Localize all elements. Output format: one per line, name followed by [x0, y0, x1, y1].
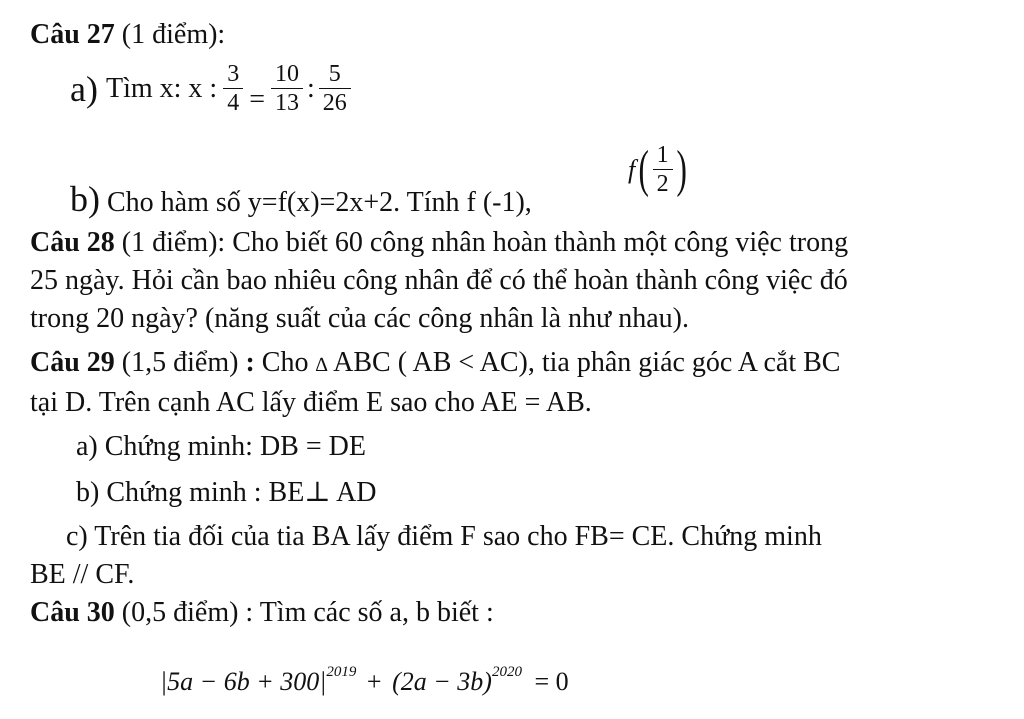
q30-equation	[160, 662, 569, 706]
q27-fraction-1	[223, 60, 243, 117]
q27-frac3-denominator: 26	[322, 90, 347, 116]
q28-title: Câu 28	[30, 227, 115, 258]
q28-line-1	[30, 226, 848, 260]
q27-part-b	[70, 179, 532, 220]
q29-colon: :	[245, 347, 255, 378]
q27-f-denominator: 2	[656, 171, 669, 197]
q29-title: Câu 29	[30, 347, 115, 378]
q27-frac2-denominator: 13	[275, 90, 299, 116]
q29-line-1	[30, 346, 840, 382]
q27-title: Câu 27	[30, 19, 115, 50]
q27-f-fraction	[653, 141, 673, 198]
q29-part-c-line-1: c) Trên tia đối của tia BA lấy điểm F sao cho FB= CE. Chứng minh	[66, 521, 822, 552]
q29-part-a: a) Chứng minh: DB = DE	[76, 431, 366, 462]
q27-a-label: a)	[70, 68, 98, 109]
q27-frac3-numerator: 5	[319, 60, 351, 89]
q30-exponent-1: 2019	[326, 664, 357, 680]
q30-exponent-2: 2020	[491, 664, 522, 680]
q27-b-label: b)	[70, 179, 100, 219]
q30-rhs: = 0	[534, 667, 569, 696]
left-paren-icon: (	[638, 141, 650, 198]
q28-line1-text: (1 điểm): Cho biết 60 công nhân hoàn thành một công việc trong	[114, 227, 849, 258]
q29-line-2: tại D. Trên cạnh AC lấy điểm E sao cho AE = AB.	[30, 387, 592, 418]
q27-fraction-3	[319, 60, 351, 117]
q27-b-text: Cho hàm số y=f(x)=2x+2. Tính f (-1),	[107, 187, 532, 218]
q27-f-half	[628, 140, 690, 199]
q27-header	[30, 18, 225, 52]
q29-points: (1,5 điểm)	[114, 347, 246, 378]
q27-a-text: Tìm x: x :	[105, 72, 218, 104]
q27-part-a	[70, 60, 351, 117]
q30-abs-expression: |5a − 6b + 300|	[160, 667, 327, 696]
q27-frac2-numerator: 10	[271, 60, 303, 89]
q29-part-b: b) Chứng minh : BE⊥ AD	[76, 477, 377, 508]
q30-title: Câu 30	[30, 597, 115, 628]
q30-plus: +	[366, 667, 382, 696]
q29-cho: Cho	[254, 347, 316, 378]
q27-f-symbol: f	[628, 154, 636, 184]
q27-frac1-numerator: 3	[223, 60, 243, 89]
q29-line1-tail: ABC ( AB < AC), tia phân giác góc A cắt BC	[327, 347, 841, 378]
right-paren-icon: )	[676, 141, 687, 198]
q30-text: (0,5 điểm) : Tìm các số a, b biết :	[114, 597, 494, 628]
q30-paren-expression: (2a − 3b)	[392, 667, 492, 696]
triangle-icon: ∆	[315, 354, 328, 376]
q28-line-3: trong 20 ngày? (năng suất của các công nhân là như nhau).	[30, 303, 689, 334]
q28-line-2: 25 ngày. Hỏi cần bao nhiêu công nhân để có thể hoàn thành công việc đó	[30, 265, 848, 296]
q27-fraction-2	[271, 60, 303, 117]
q27-equals: =	[249, 83, 265, 115]
q27-frac1-denominator: 4	[227, 90, 240, 116]
q30-header	[30, 596, 494, 630]
q27-f-numerator: 1	[653, 141, 673, 170]
q27-points: (1 điểm):	[114, 19, 226, 50]
q29-part-c-line-2: BE // CF.	[30, 559, 135, 590]
q27-colon: :	[307, 72, 315, 104]
